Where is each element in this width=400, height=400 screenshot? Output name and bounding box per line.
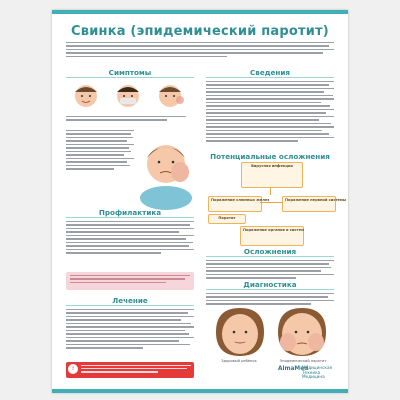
intro-paragraph [66, 42, 334, 62]
flow-arrow [270, 187, 271, 195]
section-rule [66, 305, 194, 306]
section-title-symptoms: Симптомы [108, 68, 152, 77]
face-comparison-illustration [208, 306, 334, 358]
brand-name: AlmaMed [278, 366, 309, 372]
symptom-face-1 [75, 85, 97, 107]
section-title-prevention: Профилактика [98, 208, 162, 217]
prevention-text [66, 221, 194, 256]
section-title-info: Сведения [250, 68, 290, 77]
caption-healthy: Здоровый ребёнок [221, 359, 257, 363]
flow-box-organs [240, 226, 304, 246]
section-rule [206, 77, 334, 78]
child-mumps-illustration [136, 128, 194, 206]
symptom-icons [68, 80, 194, 114]
poster [52, 10, 348, 393]
brand-logo [278, 366, 336, 380]
flow-label-organs: Поражение органов и систем [243, 228, 305, 232]
symptom-face-2 [117, 85, 139, 107]
mumps-child-face [278, 308, 326, 356]
section-rule [206, 289, 334, 290]
symptom-face-3 [159, 85, 184, 107]
flow-label-nervous: Поражение нервной системы [285, 198, 347, 202]
flow-label-virus: Вирусная инфекция [251, 164, 293, 168]
symptoms-text [66, 130, 134, 172]
brand-tagline: Медицинская Техника Медицина [302, 365, 333, 380]
warning-note [66, 362, 194, 378]
flow-label-parotitis: Паротит [218, 216, 236, 220]
flow-box-nervous [282, 196, 347, 212]
top-accent-bar [52, 10, 348, 14]
healthy-child-face [216, 308, 264, 356]
caption-mumps: Эпидемический паротит [279, 359, 327, 363]
warning-badge: ! [68, 364, 78, 374]
flow-box-virus [241, 162, 303, 188]
section-rule [66, 217, 194, 218]
section-title-diagnostics: Диагностика [243, 280, 297, 289]
info-text [206, 81, 334, 144]
flow-arrow [260, 202, 282, 203]
section-rule [66, 77, 194, 78]
prevention-highlight-box [66, 272, 194, 290]
section-title-complications: Потенциальные осложнения [210, 152, 330, 161]
section-title-complications-text: Осложнения [243, 247, 297, 256]
diagnostics-text [206, 293, 334, 307]
complications-text [206, 260, 334, 281]
treatment-text [66, 309, 194, 351]
flow-box-glands [208, 196, 270, 212]
flow-label-glands: Поражение слюнных желез [211, 198, 270, 202]
poster-title: Свинка (эпидемический паротит) [71, 24, 329, 39]
bottom-accent-bar [52, 389, 348, 393]
section-title-treatment: Лечение [112, 296, 148, 305]
symptoms-text-top [66, 116, 192, 123]
flow-box-parotitis [208, 214, 246, 224]
section-rule [206, 256, 334, 257]
